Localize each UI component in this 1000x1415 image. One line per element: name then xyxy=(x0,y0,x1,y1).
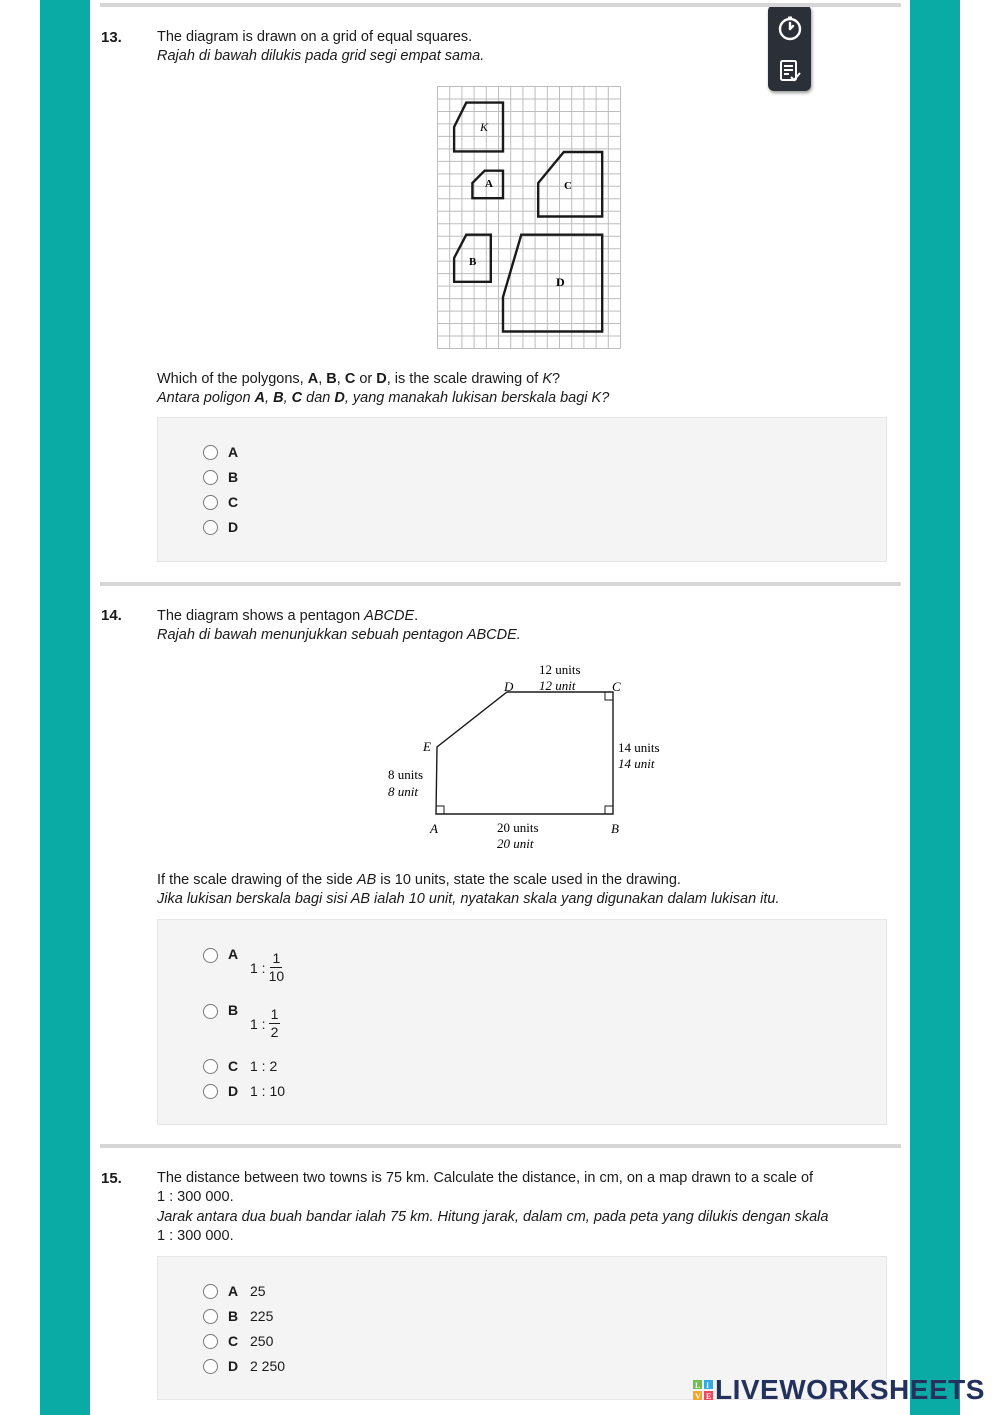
logo-icon xyxy=(693,1380,713,1400)
prompt-text: is 10 units, state the scale used in the drawing. xyxy=(376,872,681,888)
radio-button[interactable] xyxy=(203,1004,218,1019)
prompt-d: D xyxy=(334,390,345,406)
pentagon-name: ABCDE xyxy=(364,608,415,624)
option-letter: D xyxy=(228,1358,239,1374)
option-a[interactable] xyxy=(203,442,250,462)
prompt-text: Which of the polygons, xyxy=(157,371,308,387)
prompt-text: If the scale drawing of the side xyxy=(157,872,357,888)
answer-options-box xyxy=(157,417,887,562)
radio-button[interactable] xyxy=(203,1359,218,1374)
ratio-prefix: 1 : xyxy=(250,1015,266,1032)
right-border xyxy=(910,0,960,1415)
option-c[interactable] xyxy=(203,1331,273,1351)
timer-button[interactable] xyxy=(774,12,805,43)
question-divider xyxy=(100,582,901,586)
question-text-ms: Rajah di bawah menunjukkan sebuah pentagon ABCDE. xyxy=(157,627,521,643)
numerator: 1 xyxy=(270,1006,279,1022)
label-b: B xyxy=(469,256,477,268)
question-divider xyxy=(100,3,901,7)
side-ab-units: 20 units xyxy=(497,820,539,835)
vertex-a: A xyxy=(430,821,438,836)
prompt-sep: dan xyxy=(302,390,335,406)
option-a[interactable] xyxy=(203,1281,266,1301)
vertex-b: B xyxy=(611,821,619,836)
option-letter: D xyxy=(228,519,239,535)
option-letter: B xyxy=(228,1002,239,1018)
side-ea-units: 8 units xyxy=(388,767,424,782)
prompt-a: A xyxy=(254,390,266,406)
option-letter: A xyxy=(228,1283,239,1299)
option-letter: B xyxy=(228,469,239,485)
prompt-text: , yang manakah lukisan berskala bagi xyxy=(344,390,592,406)
side-cb-unit: 14 unit xyxy=(618,756,655,771)
prompt-text: , is the scale drawing of xyxy=(386,371,543,387)
option-value: 2 250 xyxy=(250,1358,286,1374)
option-value xyxy=(250,1006,280,1041)
prompt-side: AB xyxy=(356,872,377,888)
svg-text:E: E xyxy=(706,1392,712,1400)
polygon-d xyxy=(503,235,602,332)
prompt-sep: , xyxy=(318,371,327,387)
checklist-icon xyxy=(777,58,803,84)
question-prompt-en xyxy=(157,370,560,389)
radio-button[interactable] xyxy=(203,445,218,460)
side-ab-unit: 20 unit xyxy=(497,836,534,851)
radio-button[interactable] xyxy=(203,1334,218,1349)
checklist-button[interactable] xyxy=(774,55,805,86)
prompt-k: K xyxy=(591,390,602,406)
option-b[interactable] xyxy=(203,1306,273,1326)
option-letter: D xyxy=(228,1083,239,1099)
option-letter: C xyxy=(228,1058,239,1074)
radio-button[interactable] xyxy=(203,1309,218,1324)
question-text-en: The diagram is drawn on a grid of equal squares. xyxy=(157,29,473,45)
option-value xyxy=(250,950,284,985)
numerator: 1 xyxy=(272,950,281,966)
prompt-text: Antara poligon xyxy=(157,390,255,406)
question-prompt-en xyxy=(157,871,681,890)
option-value: 250 xyxy=(250,1333,274,1349)
question-prompt-ms xyxy=(157,389,609,408)
radio-button[interactable] xyxy=(203,520,218,535)
label-a: A xyxy=(485,178,493,190)
denominator: 2 xyxy=(270,1024,279,1040)
vertex-c: C xyxy=(612,679,621,694)
text-part: The diagram shows a pentagon xyxy=(157,608,365,624)
option-d[interactable] xyxy=(203,517,250,537)
question-text-en-scale: 1 : 300 000. xyxy=(157,1189,234,1205)
option-c[interactable] xyxy=(203,492,250,512)
option-b[interactable] xyxy=(203,1000,280,1044)
prompt-text: ? xyxy=(551,371,561,387)
svg-text:V: V xyxy=(695,1392,701,1400)
prompt-text: ? xyxy=(601,390,610,406)
question-text-ms: Jarak antara dua buah bandar ialah 75 km. Hitung jarak, dalam cm, pada peta yang dilukis dengan skala xyxy=(157,1209,829,1225)
question-number: 13. xyxy=(101,29,122,46)
side-cb-units: 14 units xyxy=(618,740,660,755)
side-dc-unit: 12 unit xyxy=(539,678,576,693)
radio-button[interactable] xyxy=(203,495,218,510)
option-c[interactable] xyxy=(203,1056,277,1076)
option-value: 1 : 2 xyxy=(250,1058,278,1074)
timer-icon xyxy=(777,15,803,41)
question-text-ms-scale: 1 : 300 000. xyxy=(157,1228,234,1244)
polygon-grid-diagram xyxy=(437,86,621,350)
prompt-b: B xyxy=(326,371,337,387)
question-text-en: The distance between two towns is 75 km. Calculate the distance, in cm, on a map drawn to a scale of xyxy=(157,1170,814,1186)
question-number: 14. xyxy=(101,607,122,624)
radio-button[interactable] xyxy=(203,948,218,963)
left-border xyxy=(40,0,90,1415)
floating-toolbar xyxy=(768,5,811,91)
question-number: 15. xyxy=(101,1170,122,1187)
prompt-sep: , xyxy=(336,371,345,387)
vertex-d: D xyxy=(504,679,514,694)
option-value: 1 : 10 xyxy=(250,1083,286,1099)
option-letter: A xyxy=(228,444,239,460)
option-letter: C xyxy=(228,494,239,510)
fraction xyxy=(269,1006,281,1041)
side-dc-units: 12 units xyxy=(539,662,581,677)
question-text-en xyxy=(157,607,418,626)
liveworksheets-logo[interactable] xyxy=(693,1374,985,1406)
label-c: C xyxy=(564,180,572,192)
question-text-ms: Rajah di bawah dilukis pada grid segi empat sama. xyxy=(157,48,485,64)
option-value: 25 xyxy=(250,1283,266,1299)
label-k: K xyxy=(480,120,489,134)
option-b[interactable] xyxy=(203,467,250,487)
pentagon-diagram xyxy=(380,655,680,855)
prompt-sep: , xyxy=(283,390,292,406)
vertex-e: E xyxy=(423,739,431,754)
option-value: 225 xyxy=(250,1308,274,1324)
option-letter: A xyxy=(228,946,239,962)
option-d[interactable] xyxy=(203,1081,285,1101)
prompt-k: K xyxy=(542,371,552,387)
svg-text:I: I xyxy=(706,1381,710,1390)
prompt-c: C xyxy=(344,371,356,387)
ratio-prefix: 1 : xyxy=(250,959,266,976)
side-ea-unit: 8 unit xyxy=(388,784,418,799)
radio-button[interactable] xyxy=(203,1084,218,1099)
radio-button[interactable] xyxy=(203,470,218,485)
option-d[interactable] xyxy=(203,1356,285,1376)
prompt-c: C xyxy=(291,390,303,406)
option-letter: C xyxy=(228,1333,239,1349)
question-divider xyxy=(100,1144,901,1148)
answer-options-box xyxy=(157,919,887,1125)
denominator: 10 xyxy=(268,968,285,984)
label-d: D xyxy=(556,275,565,289)
prompt-a: A xyxy=(307,371,319,387)
prompt-sep: or xyxy=(355,371,377,387)
right-angle-b xyxy=(605,806,613,814)
prompt-sep: , xyxy=(265,390,274,406)
prompt-b: B xyxy=(273,390,284,406)
text-part: . xyxy=(414,608,419,624)
svg-text:L: L xyxy=(695,1381,701,1390)
option-a[interactable] xyxy=(203,944,284,988)
right-angle-a xyxy=(436,806,444,814)
prompt-d: D xyxy=(376,371,387,387)
question-prompt-ms: Jika lukisan berskala bagi sisi AB ialah 10 unit, nyatakan skala yang digunakan dalam lukisan itu. xyxy=(157,891,780,907)
radio-button[interactable] xyxy=(203,1059,218,1074)
logo-text: LIVEWORKSHEETS xyxy=(715,1374,985,1405)
pentagon-shape xyxy=(436,692,613,814)
fraction xyxy=(269,950,285,985)
option-letter: B xyxy=(228,1308,239,1324)
radio-button[interactable] xyxy=(203,1284,218,1299)
